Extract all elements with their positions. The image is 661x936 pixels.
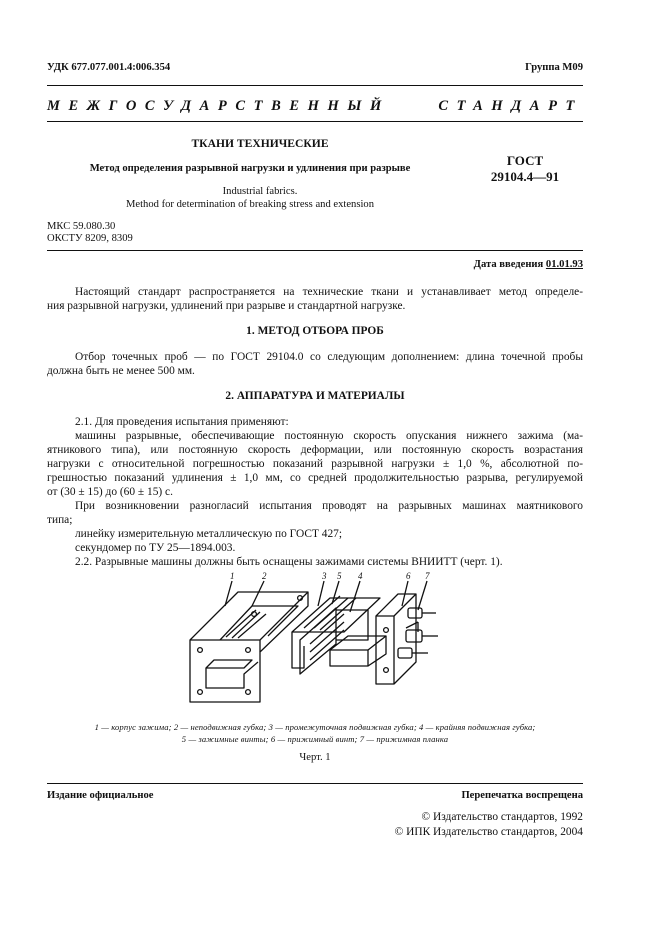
ruler-item: линейку измерительную металлическую по ГОСТ 427; bbox=[75, 528, 343, 540]
intro-date-value: 01.01.93 bbox=[545, 259, 583, 270]
callout-4: 4 bbox=[358, 571, 363, 581]
machines-line-3: нагрузки с относительной погрешностью показаний разрывной нагрузки ± 1,0 %, абсолютной по- bbox=[47, 458, 583, 470]
udk-code: УДК 677.077.001.4:006.354 bbox=[47, 62, 171, 73]
section-1-line-2: должна быть не менее 500 мм. bbox=[47, 365, 195, 377]
clamp-drawing bbox=[180, 570, 450, 715]
callout-1: 1 bbox=[230, 571, 235, 581]
official-edition: Издание официальное bbox=[47, 790, 154, 801]
title-main: ТКАНИ ТЕХНИЧЕСКИЕ bbox=[191, 137, 329, 150]
header-rule bbox=[47, 85, 583, 86]
stopwatch-item: секундомер по ТУ 25—1894.003. bbox=[75, 542, 236, 554]
machines-line-4: грешностью показаний удлинения ± 1,0 мм, со средней продолжительностью разрыва, регулируемой bbox=[47, 472, 583, 484]
figure-label: Черт. 1 bbox=[299, 752, 331, 763]
intro-date bbox=[474, 259, 583, 270]
figure-caption-line-2: 5 — зажимные винты; 6 — прижимный винт; 7 — прижимная планка bbox=[181, 734, 449, 744]
section-1-heading: 1. МЕТОД ОТБОРА ПРОБ bbox=[246, 325, 384, 337]
dispute-line-2: типа; bbox=[47, 514, 73, 526]
machines-line-1: машины разрывные, обеспечивающие постоянную скорость опускания нижнего зажима (ма- bbox=[75, 430, 583, 442]
group-code: Группа М09 bbox=[525, 62, 583, 73]
dispute-line-1: При возникновении разногласий испытания проводят на разрывных машинах маятникового bbox=[75, 500, 583, 512]
callout-2: 2 bbox=[262, 571, 267, 581]
figure-caption-line-1: 1 — корпус зажима; 2 — неподвижная губка; 3 — промежуточная подвижная губка; 4 — крайняя подвижная губка; bbox=[94, 722, 536, 732]
intro-line-2: ния разрывной нагрузки, удлинений при разрыве и стандартной нагрузке. bbox=[47, 300, 406, 312]
title-english-1: Industrial fabrics. bbox=[222, 186, 298, 197]
footer-rule bbox=[47, 783, 583, 784]
copyright-1992: © Издательство стандартов, 1992 bbox=[421, 811, 583, 823]
intro-line-1: Настоящий стандарт распространяется на технические ткани и устанавливает метод определе- bbox=[75, 286, 583, 298]
mks-code: МКС 59.080.30 bbox=[47, 221, 116, 232]
okstu-code: ОКСТУ 8209, 8309 bbox=[47, 233, 133, 244]
copyright-2004: © ИПК Издательство стандартов, 2004 bbox=[394, 826, 583, 838]
banner-rule bbox=[47, 121, 583, 122]
title-english-2: Method for determination of breaking stress and extension bbox=[125, 199, 374, 210]
section-1-line-1: Отбор точечных проб — по ГОСТ 29104.0 со следующим дополнением: длина точечной пробы bbox=[75, 351, 583, 363]
callout-3: 3 bbox=[322, 571, 327, 581]
machines-line-5: от (30 ± 15) до (60 ± 15) с. bbox=[47, 486, 173, 498]
clause-2-1: 2.1. Для проведения испытания применяют: bbox=[75, 416, 289, 428]
section-2-heading: 2. АППАРАТУРА И МАТЕРИАЛЫ bbox=[225, 390, 405, 402]
callout-6: 6 bbox=[406, 571, 411, 581]
machines-line-2: ятникового типа), или постоянную скорость деформации, или постоянную скорость возрастания bbox=[47, 444, 583, 456]
reprint-notice: Перепечатка воспрещена bbox=[461, 790, 583, 801]
gost-label: ГОСТ bbox=[506, 153, 544, 168]
callout-5: 5 bbox=[337, 571, 342, 581]
callout-7: 7 bbox=[425, 571, 430, 581]
gost-number: 29104.4—91 bbox=[490, 169, 560, 184]
clause-2-2: 2.2. Разрывные машины должны быть оснащены зажимами системы ВНИИТТ (черт. 1). bbox=[75, 556, 503, 568]
intro-date-label: Дата введения bbox=[473, 259, 544, 270]
classification-rule bbox=[47, 250, 583, 251]
title-sub: Метод определения разрывной нагрузки и удлинения при разрыве bbox=[89, 163, 411, 174]
standard-banner: МЕЖГОСУДАРСТВЕННЫЙ СТАНДАРТ bbox=[47, 98, 583, 114]
